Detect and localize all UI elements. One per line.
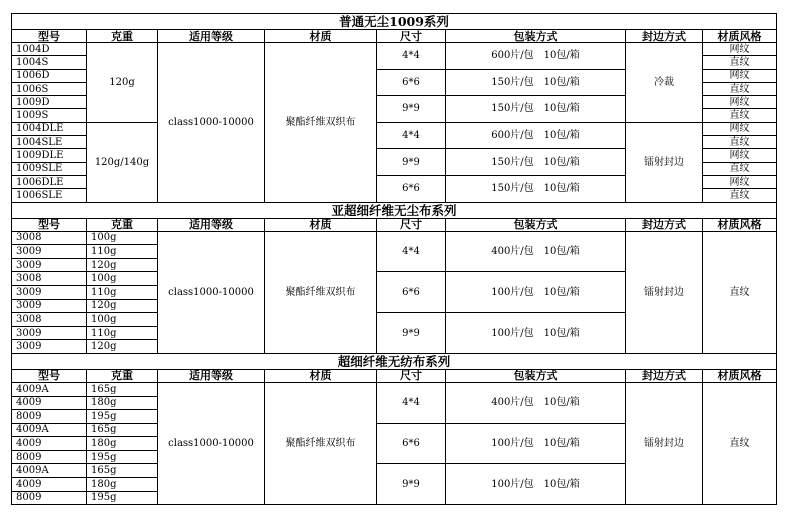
weight-cell: 110g — [87, 245, 158, 259]
weight-cell: 100g — [87, 272, 158, 286]
header-size: 尺寸 — [377, 218, 446, 231]
model-cell: 1009SLE — [12, 162, 87, 175]
weight-cell: 165g — [87, 423, 158, 437]
size-cell: 4*4 — [377, 382, 446, 423]
weight-cell: 100g — [87, 231, 158, 245]
header-edge: 封边方式 — [626, 30, 703, 43]
size-cell: 9*9 — [377, 464, 446, 505]
packing-cell: 100片/包 10包/箱 — [446, 423, 626, 464]
model-cell: 3009 — [12, 285, 87, 299]
model-cell: 8009 — [12, 410, 87, 424]
sec2-title-row — [12, 202, 777, 218]
weight-cell: 120g/140g — [87, 122, 158, 202]
sec3-row — [12, 382, 777, 396]
packing-cell: 150片/包 10包/箱 — [446, 175, 626, 202]
header-size: 尺寸 — [377, 369, 446, 382]
header-packing: 包装方式 — [446, 369, 626, 382]
packing-cell: 150片/包 10包/箱 — [446, 149, 626, 176]
size-cell: 6*6 — [377, 423, 446, 464]
size-cell: 4*4 — [377, 231, 446, 272]
header-model: 型号 — [12, 218, 87, 231]
material-cell: 聚酯纤维双织布 — [265, 231, 377, 353]
style-cell: 直纹 — [703, 189, 777, 202]
model-cell: 1004D — [12, 43, 87, 56]
style-cell: 直纹 — [703, 382, 777, 504]
packing-cell: 400片/包 10包/箱 — [446, 231, 626, 272]
spec-table-wrapper — [11, 13, 777, 505]
weight-cell: 110g — [87, 285, 158, 299]
model-cell: 8009 — [12, 450, 87, 464]
model-cell: 1006D — [12, 69, 87, 82]
header-weight: 克重 — [87, 218, 158, 231]
grade-cell: class1000-10000 — [158, 43, 265, 203]
weight-cell: 120g — [87, 299, 158, 313]
sec1-header-row — [12, 30, 777, 43]
model-cell: 3008 — [12, 313, 87, 327]
header-weight: 克重 — [87, 30, 158, 43]
grade-cell: class1000-10000 — [158, 231, 265, 353]
model-cell: 3009 — [12, 258, 87, 272]
size-cell: 4*4 — [377, 122, 446, 149]
size-cell: 6*6 — [377, 175, 446, 202]
style-cell: 直纹 — [703, 136, 777, 149]
weight-cell: 195g — [87, 410, 158, 424]
model-cell: 4009A — [12, 423, 87, 437]
model-cell: 1004S — [12, 56, 87, 69]
weight-cell: 100g — [87, 313, 158, 327]
style-cell: 直纹 — [703, 162, 777, 175]
header-model: 型号 — [12, 30, 87, 43]
packing-cell: 100片/包 10包/箱 — [446, 272, 626, 313]
header-size: 尺寸 — [377, 30, 446, 43]
model-cell: 3009 — [12, 299, 87, 313]
header-edge: 封边方式 — [626, 218, 703, 231]
sec3-header-row — [12, 369, 777, 382]
model-cell: 4009 — [12, 396, 87, 410]
edge-cell: 镭射封边 — [626, 382, 703, 504]
material-cell: 聚酯纤维双织布 — [265, 382, 377, 504]
packing-cell: 600片/包 10包/箱 — [446, 122, 626, 149]
model-cell: 1006S — [12, 82, 87, 95]
packing-cell: 100片/包 10包/箱 — [446, 313, 626, 354]
weight-cell: 120g — [87, 340, 158, 354]
edge-cell: 冷裁 — [626, 43, 703, 123]
model-cell: 1006DLE — [12, 175, 87, 188]
style-cell: 网纹 — [703, 122, 777, 135]
packing-cell: 600片/包 10包/箱 — [446, 43, 626, 70]
edge-cell: 镭射封边 — [626, 231, 703, 353]
model-cell: 3009 — [12, 326, 87, 340]
sec1-title-row — [12, 14, 777, 30]
sec3-title-row — [12, 353, 777, 369]
sec2-title: 亚超细纤维无尘布系列 — [12, 202, 777, 218]
weight-cell: 180g — [87, 396, 158, 410]
header-style: 材质风格 — [703, 218, 777, 231]
model-cell: 1009DLE — [12, 149, 87, 162]
model-cell: 1006SLE — [12, 189, 87, 202]
model-cell: 4009A — [12, 464, 87, 478]
size-cell: 9*9 — [377, 313, 446, 354]
sec1-title: 普通无尘1009系列 — [12, 14, 777, 30]
style-cell: 直纹 — [703, 109, 777, 122]
size-cell: 6*6 — [377, 69, 446, 96]
weight-cell: 165g — [87, 382, 158, 396]
weight-cell: 180g — [87, 437, 158, 451]
header-grade: 适用等级 — [158, 30, 265, 43]
model-cell: 1009D — [12, 96, 87, 109]
style-cell: 直纹 — [703, 82, 777, 95]
header-edge: 封边方式 — [626, 369, 703, 382]
header-style: 材质风格 — [703, 369, 777, 382]
weight-cell: 165g — [87, 464, 158, 478]
model-cell: 1009S — [12, 109, 87, 122]
model-cell: 8009 — [12, 491, 87, 505]
style-cell: 网纹 — [703, 175, 777, 188]
size-cell: 9*9 — [377, 149, 446, 176]
header-material: 材质 — [265, 218, 377, 231]
header-grade: 适用等级 — [158, 218, 265, 231]
header-style: 材质风格 — [703, 30, 777, 43]
weight-cell: 195g — [87, 491, 158, 505]
sec3-title: 超细纤维无纺布系列 — [12, 353, 777, 369]
style-cell: 网纹 — [703, 69, 777, 82]
size-cell: 4*4 — [377, 43, 446, 70]
style-cell: 网纹 — [703, 43, 777, 56]
header-weight: 克重 — [87, 369, 158, 382]
edge-cell: 镭射封边 — [626, 122, 703, 202]
weight-cell: 180g — [87, 478, 158, 492]
sec2-header-row — [12, 218, 777, 231]
sec1-row — [12, 43, 777, 56]
style-cell: 直纹 — [703, 231, 777, 353]
weight-cell: 120g — [87, 43, 158, 123]
model-cell: 3008 — [12, 231, 87, 245]
sec2-row — [12, 231, 777, 245]
sec1-row — [12, 122, 777, 135]
model-cell: 3009 — [12, 340, 87, 354]
style-cell: 直纹 — [703, 56, 777, 69]
model-cell: 1004DLE — [12, 122, 87, 135]
header-grade: 适用等级 — [158, 369, 265, 382]
model-cell: 3009 — [12, 245, 87, 259]
model-cell: 4009 — [12, 478, 87, 492]
size-cell: 6*6 — [377, 272, 446, 313]
packing-cell: 150片/包 10包/箱 — [446, 69, 626, 96]
header-packing: 包装方式 — [446, 218, 626, 231]
header-material: 材质 — [265, 30, 377, 43]
grade-cell: class1000-10000 — [158, 382, 265, 504]
weight-cell: 120g — [87, 258, 158, 272]
header-material: 材质 — [265, 369, 377, 382]
packing-cell: 100片/包 10包/箱 — [446, 464, 626, 505]
material-cell: 聚酯纤维双织布 — [265, 43, 377, 203]
header-packing: 包装方式 — [446, 30, 626, 43]
weight-cell: 195g — [87, 450, 158, 464]
style-cell: 网纹 — [703, 149, 777, 162]
model-cell: 4009A — [12, 382, 87, 396]
size-cell: 9*9 — [377, 96, 446, 123]
packing-cell: 400片/包 10包/箱 — [446, 382, 626, 423]
model-cell: 3008 — [12, 272, 87, 286]
spec-table — [11, 13, 777, 505]
model-cell: 1004SLE — [12, 136, 87, 149]
packing-cell: 150片/包 10包/箱 — [446, 96, 626, 123]
header-model: 型号 — [12, 369, 87, 382]
weight-cell: 110g — [87, 326, 158, 340]
model-cell: 4009 — [12, 437, 87, 451]
style-cell: 网纹 — [703, 96, 777, 109]
